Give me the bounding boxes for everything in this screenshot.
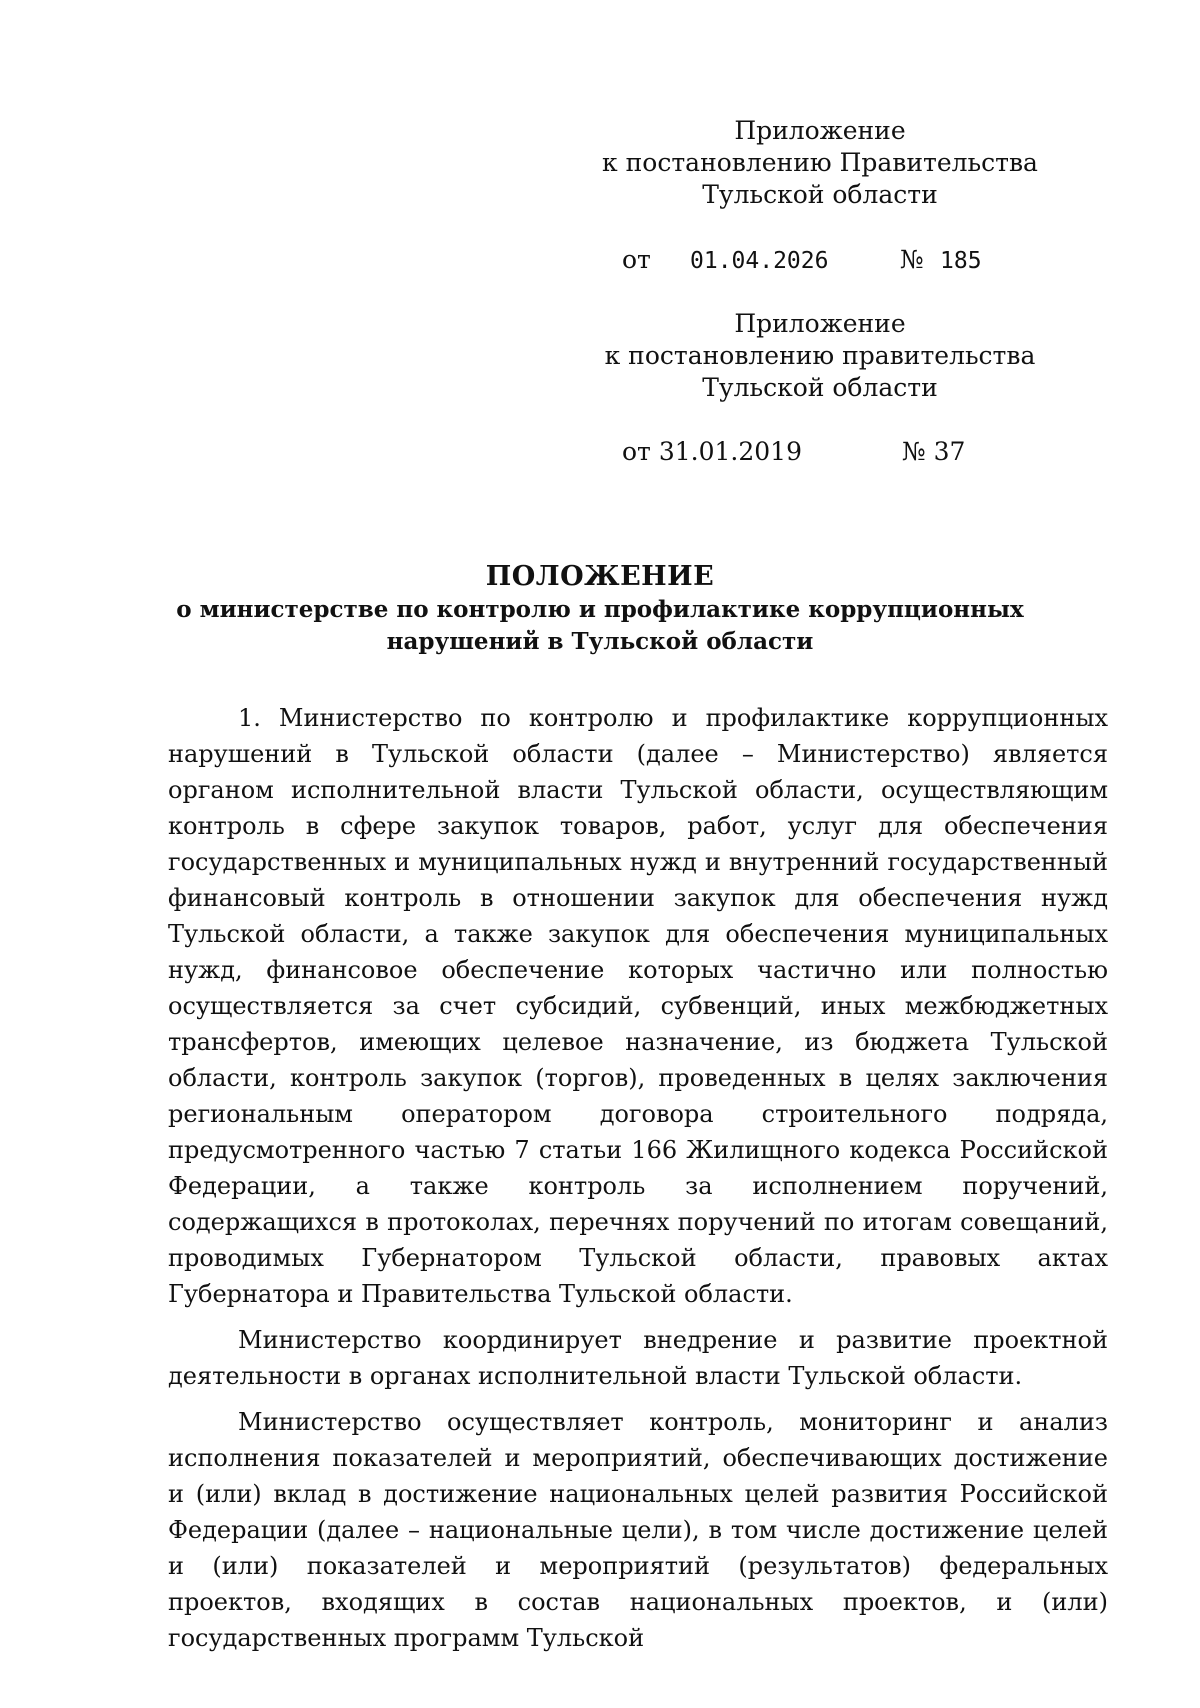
- document-title: [160, 560, 1040, 658]
- current-appendix-line2: к постановлению Правительства: [602, 148, 1038, 177]
- previous-appendix-line1: Приложение: [734, 309, 906, 338]
- previous-date: от 31.01.2019: [622, 437, 802, 466]
- current-appendix-header: [600, 115, 1040, 211]
- title-main: ПОЛОЖЕНИЕ: [485, 561, 715, 592]
- current-appendix-line3: Тульской области: [702, 180, 938, 209]
- paragraph-2: Министерство координирует внедрение и развитие проектной деятельности в органах исполнительной власти Тульской области.: [168, 1326, 1108, 1390]
- document-body: [168, 700, 1108, 1666]
- title-line2: о министерстве по контролю и профилактике коррупционных: [176, 596, 1024, 623]
- paragraph-3: Министерство осуществляет контроль, мониторинг и анализ исполнения показателей и мероприятий, обеспечивающих достижение и (или) вклад в достижение национальных целей развития Российской Федерации (далее – национальные цели), в том числе достижение целей и (или) показателей и мероприятий (результатов) федеральных проектов, входящих в состав национальных проектов, и (или) государственных программ Тульской: [168, 1408, 1108, 1652]
- current-number: 185: [940, 248, 982, 274]
- previous-appendix-line3: Тульской области: [702, 373, 938, 402]
- current-appendix-line1: Приложение: [734, 116, 906, 145]
- previous-appendix-header: [600, 308, 1040, 404]
- current-number-prefix: №: [900, 245, 924, 274]
- current-date: 01.04.2026: [690, 248, 829, 274]
- previous-number: № 37: [902, 437, 966, 466]
- previous-appendix-line2: к постановлению правительства: [604, 341, 1036, 370]
- current-date-prefix: от: [622, 245, 651, 274]
- paragraph-1: 1. Министерство по контролю и профилактике коррупционных нарушений в Тульской области (далее – Министерство) является органом исполнительной власти Тульской области, осуществляющим контроль в сфере закупок товаров, работ, услуг для обеспечения государственных и муниципальных нужд и внутренний государственный финансовый контроль в отношении закупок для обеспечения нужд Тульской области, а также закупок для обеспечения муниципальных нужд, финансовое обеспечение которых частично или полностью осуществляется за счет субсидий, субвенций, иных межбюджетных трансфертов, имеющих целевое назначение, из бюджета Тульской области, контроль закупок (торгов), проведенных в целях заключения региональным оператором договора строительного подряда, предусмотренного частью 7 статьи 166 Жилищного кодекса Российской Федерации, а также контроль за исполнением поручений, содержащихся в протоколах, перечнях поручений по итогам совещаний, проводимых Губернатором Тульской области, правовых актах Губернатора и Правительства Тульской области.: [168, 704, 1108, 1308]
- title-line3: нарушений в Тульской области: [386, 628, 814, 655]
